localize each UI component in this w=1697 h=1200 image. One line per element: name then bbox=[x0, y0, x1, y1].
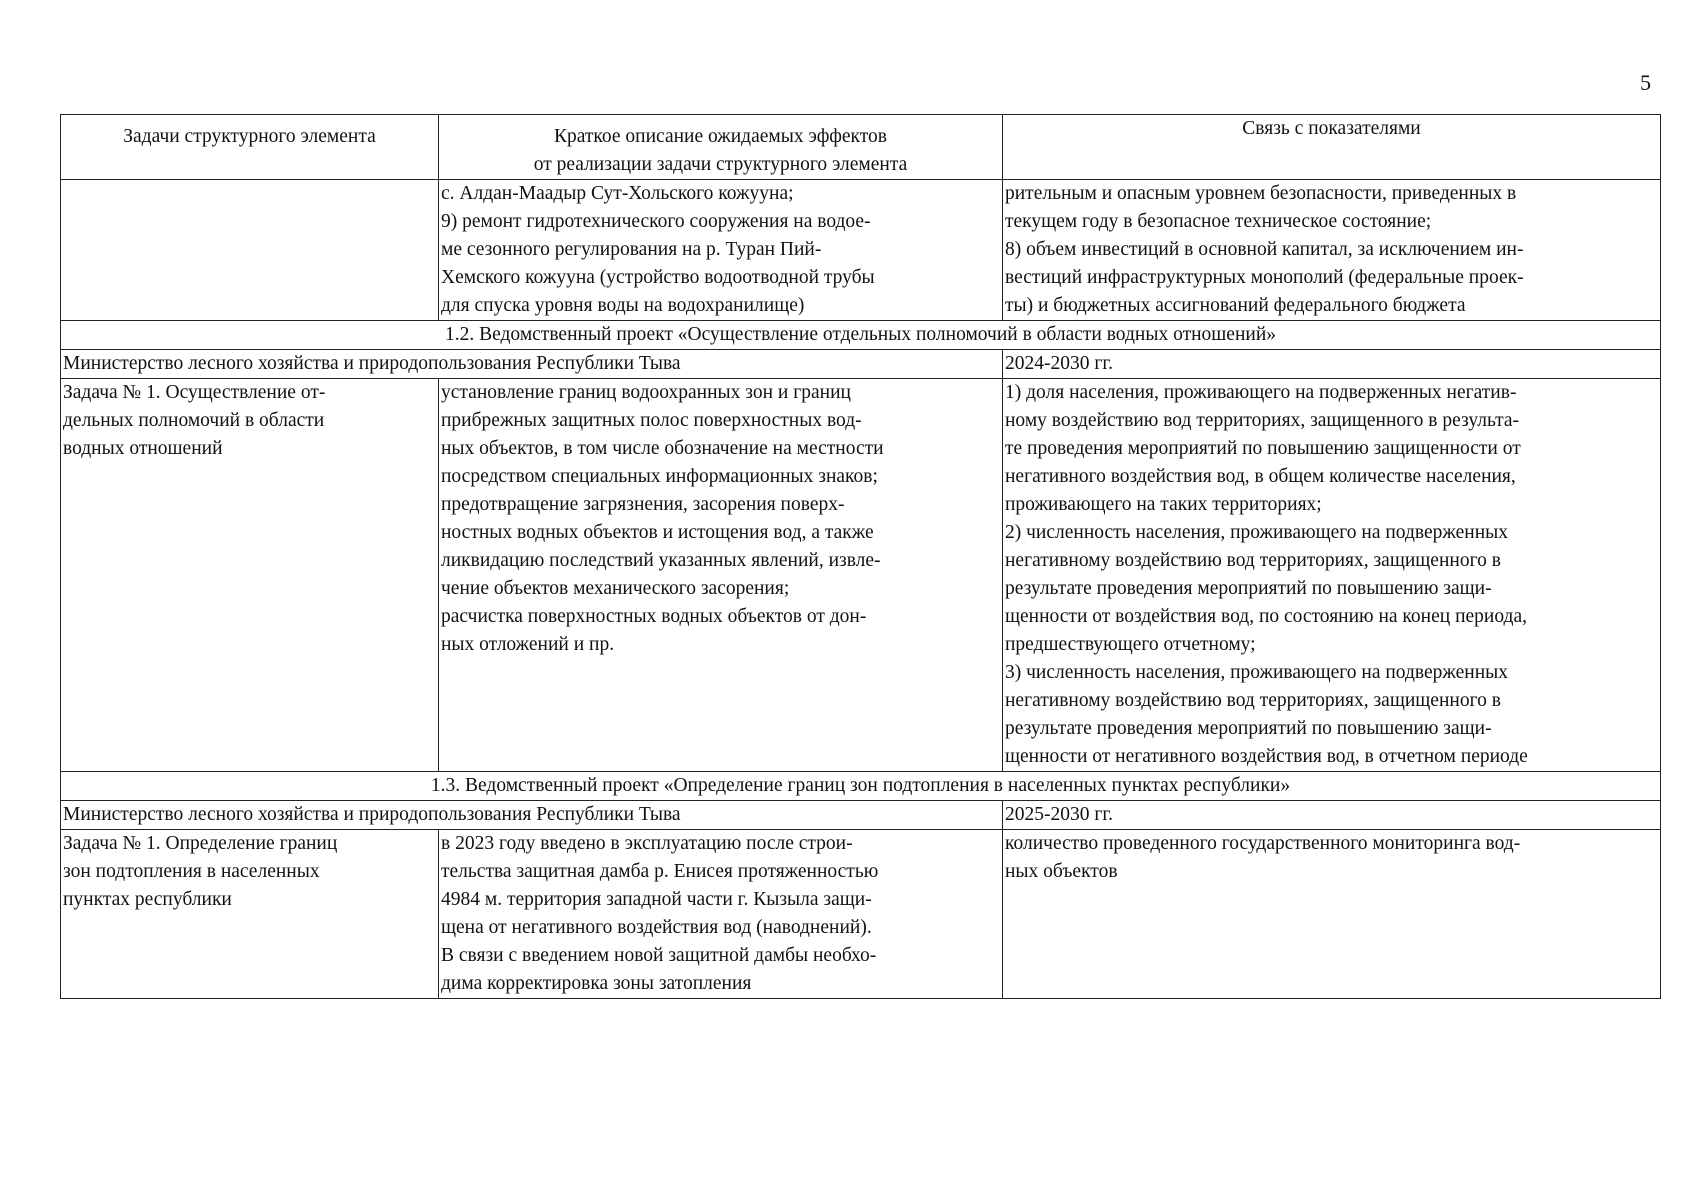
header-indicators: Связь с показателями bbox=[1003, 115, 1661, 180]
text-line: ликвидацию последствий указанных явлений, извле- bbox=[441, 550, 881, 571]
text-line: дима корректировка зоны затопления bbox=[441, 973, 752, 994]
text-line: предшествующего отчетному; bbox=[1005, 634, 1256, 655]
text-line: расчистка поверхностных водных объектов от дон- bbox=[441, 606, 867, 627]
text-line: те проведения мероприятий по повышению защищенности от bbox=[1005, 438, 1521, 459]
text-line: чение объектов механического засорения; bbox=[441, 578, 790, 599]
continuation-effects-cell bbox=[439, 180, 1003, 321]
ministry-row bbox=[61, 350, 1661, 379]
header-tasks: Задачи структурного элемента bbox=[61, 115, 439, 180]
text-line: ты) и бюджетных ассигнований федерального бюджета bbox=[1005, 295, 1466, 316]
text-line: проживающего на таких территориях; bbox=[1005, 494, 1322, 515]
text-line: 1) доля населения, проживающего на подверженных негатив- bbox=[1005, 382, 1517, 403]
section-title: 1.3. Ведомственный проект «Определение границ зон подтопления в населенных пунктах республики» bbox=[61, 772, 1661, 801]
project-period: 2025-2030 гг. bbox=[1003, 801, 1661, 830]
text-line: щенности от воздействия вод, по состоянию на конец периода, bbox=[1005, 606, 1527, 627]
text-line: 4984 м. территория западной части г. Кызыла защи- bbox=[441, 889, 872, 910]
indicators-cell bbox=[1003, 379, 1661, 772]
task-cell bbox=[61, 379, 439, 772]
text-line: рительным и опасным уровнем безопасности, приведенных в bbox=[1005, 183, 1517, 204]
effects-cell bbox=[439, 379, 1003, 772]
page-number: 5 bbox=[1640, 70, 1651, 95]
ministry-name: Министерство лесного хозяйства и природопользования Республики Тыва bbox=[61, 350, 1003, 379]
text-line: с. Алдан-Маадыр Сут-Хольского кожууна; bbox=[441, 183, 794, 204]
text-line: щена от негативного воздействия вод (наводнений). bbox=[441, 917, 872, 938]
text-line: в 2023 году введено в эксплуатацию после строи- bbox=[441, 833, 853, 854]
table-row bbox=[61, 830, 1661, 999]
text-line: прибрежных защитных полос поверхностных вод- bbox=[441, 410, 862, 431]
text-line: ных объектов bbox=[1005, 861, 1118, 882]
continuation-task-cell bbox=[61, 180, 439, 321]
text-line: пунктах республики bbox=[63, 889, 232, 910]
text-line: тельства защитная дамба р. Енисея протяженностью bbox=[441, 861, 879, 882]
ministry-row bbox=[61, 801, 1661, 830]
text-line: 8) объем инвестиций в основной капитал, за исключением ин- bbox=[1005, 239, 1524, 260]
ministry-name: Министерство лесного хозяйства и природопользования Республики Тыва bbox=[61, 801, 1003, 830]
effects-cell bbox=[439, 830, 1003, 999]
continuation-indicators-cell bbox=[1003, 180, 1661, 321]
header-effects-line: Краткое описание ожидаемых эффектов bbox=[554, 126, 887, 147]
table-row bbox=[61, 180, 1661, 321]
text-line: результате проведения мероприятий по повышению защи- bbox=[1005, 718, 1492, 739]
text-line: зон подтопления в населенных bbox=[63, 861, 320, 882]
text-line: щенности от негативного воздействия вод, в отчетном периоде bbox=[1005, 746, 1528, 767]
text-line: ному воздействию вод территориях, защищенного в результа- bbox=[1005, 410, 1520, 431]
text-line: Задача № 1. Осуществление от- bbox=[63, 382, 326, 403]
section-title: 1.2. Ведомственный проект «Осуществление отдельных полномочий в области водных отношений» bbox=[61, 321, 1661, 350]
section-title-row bbox=[61, 772, 1661, 801]
project-period: 2024-2030 гг. bbox=[1003, 350, 1661, 379]
text-line: 3) численность населения, проживающего на подверженных bbox=[1005, 662, 1509, 683]
structural-element-table bbox=[60, 114, 1661, 999]
text-line: вестиций инфраструктурных монополий (федеральные проек- bbox=[1005, 267, 1524, 288]
text-line: установление границ водоохранных зон и границ bbox=[441, 382, 851, 403]
text-line: 2) численность населения, проживающего на подверженных bbox=[1005, 522, 1509, 543]
text-line: результате проведения мероприятий по повышению защи- bbox=[1005, 578, 1492, 599]
text-line: 9) ремонт гидротехнического сооружения на водое- bbox=[441, 211, 871, 232]
task-cell bbox=[61, 830, 439, 999]
text-line: ных объектов, в том числе обозначение на местности bbox=[441, 438, 884, 459]
text-line: водных отношений bbox=[63, 438, 223, 459]
text-line: негативному воздействию вод территориях, защищенного в bbox=[1005, 690, 1501, 711]
header-effects-line: от реализации задачи структурного элемента bbox=[533, 154, 908, 175]
table-header-row bbox=[61, 115, 1661, 180]
text-line: ных отложений и пр. bbox=[441, 634, 615, 655]
text-line: В связи с введением новой защитной дамбы необхо- bbox=[441, 945, 877, 966]
text-line: предотвращение загрязнения, засорения поверх- bbox=[441, 494, 845, 515]
text-line: количество проведенного государственного мониторинга вод- bbox=[1005, 833, 1521, 854]
text-line: Задача № 1. Определение границ bbox=[63, 833, 338, 854]
text-line: текущем году в безопасное техническое состояние; bbox=[1005, 211, 1432, 232]
indicators-cell bbox=[1003, 830, 1661, 999]
section-title-row bbox=[61, 321, 1661, 350]
table-row bbox=[61, 379, 1661, 772]
text-line: ностных водных объектов и истощения вод, а также bbox=[441, 522, 874, 543]
header-effects bbox=[439, 115, 1003, 180]
text-line: негативного воздействия вод, в общем количестве населения, bbox=[1005, 466, 1516, 487]
text-line: Хемского кожууна (устройство водоотводной трубы bbox=[441, 267, 875, 288]
text-line: дельных полномочий в области bbox=[63, 410, 325, 431]
text-line: ме сезонного регулирования на р. Туран Пий- bbox=[441, 239, 822, 260]
text-line: посредством специальных информационных знаков; bbox=[441, 466, 878, 487]
text-line: негативному воздействию вод территориях, защищенного в bbox=[1005, 550, 1501, 571]
text-line: для спуска уровня воды на водохранилище) bbox=[441, 295, 805, 316]
